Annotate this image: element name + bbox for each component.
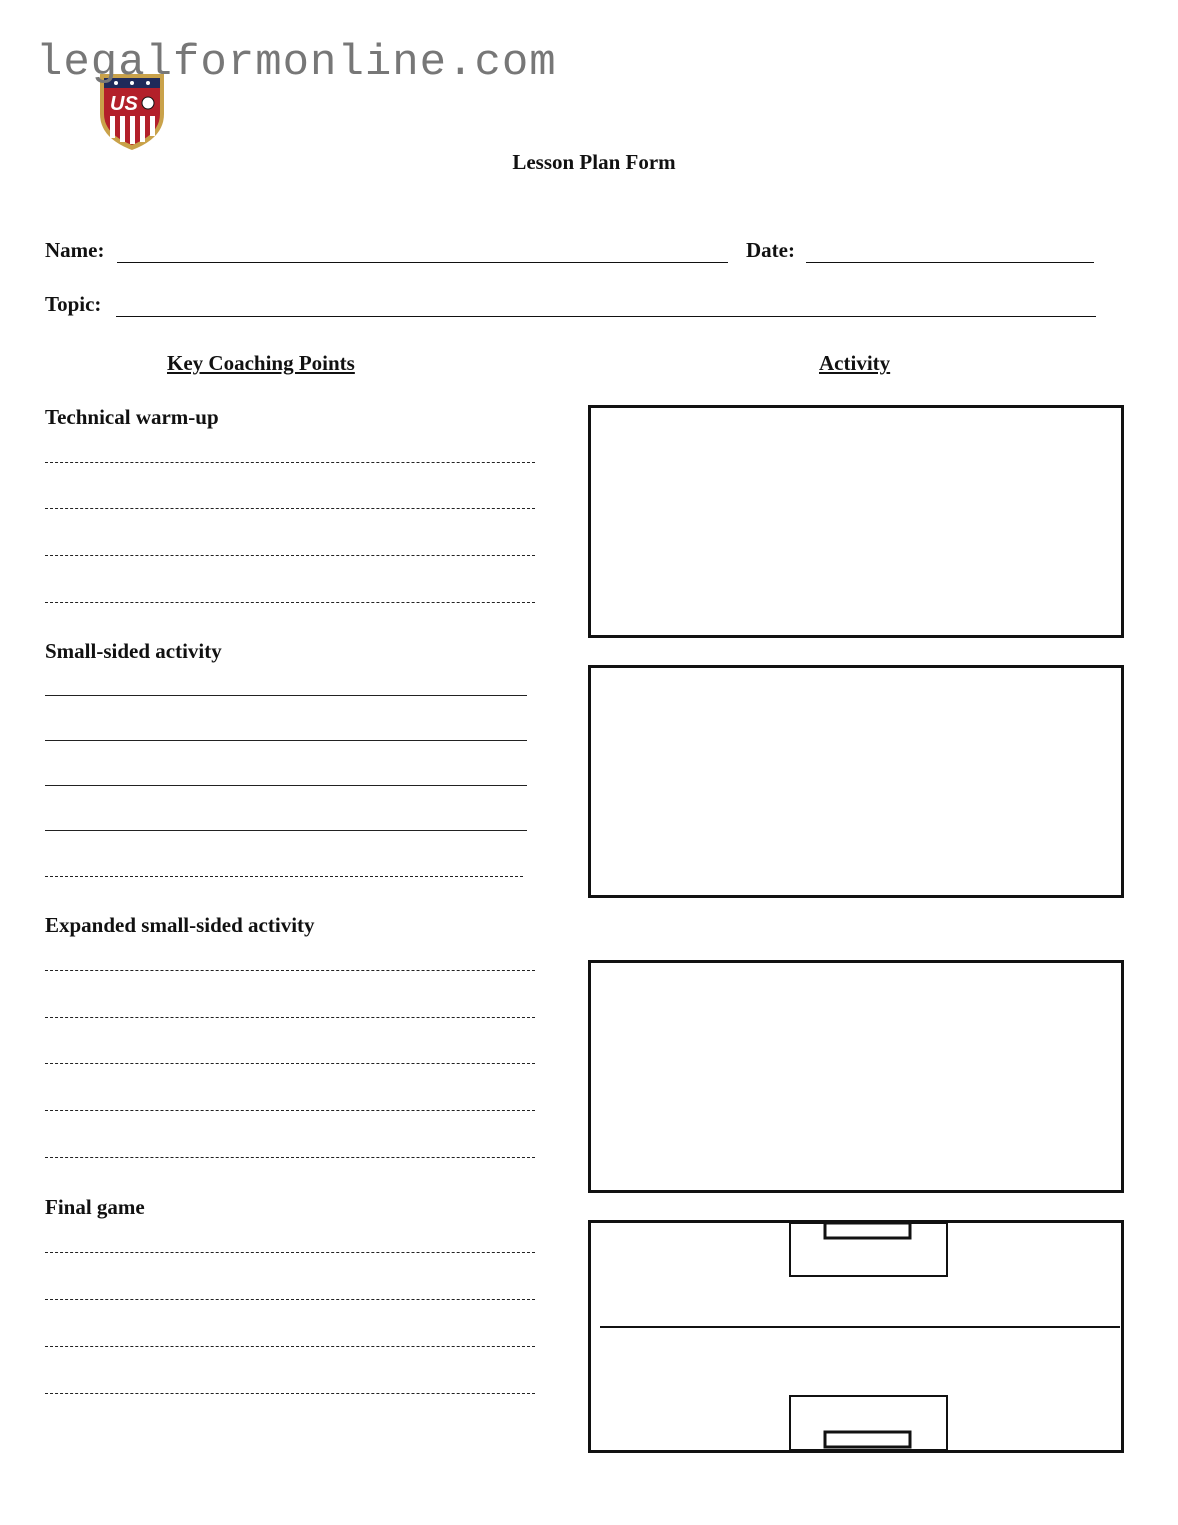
coaching-point-line[interactable]	[45, 695, 527, 696]
coaching-point-line[interactable]	[45, 555, 535, 556]
section-title-final-game: Final game	[45, 1195, 145, 1219]
coaching-point-line[interactable]	[45, 785, 527, 786]
coaching-point-line[interactable]	[45, 462, 535, 463]
coaching-point-line[interactable]	[45, 1017, 535, 1018]
watermark: legalformonline.com	[36, 38, 557, 88]
date-field[interactable]	[806, 262, 1094, 263]
key-coaching-points-heading: Key Coaching Points	[167, 351, 355, 375]
coaching-point-line[interactable]	[45, 876, 523, 877]
form-title: Lesson Plan Form	[512, 150, 676, 174]
coaching-point-line[interactable]	[45, 830, 527, 831]
section-title-expanded-small-sided-activity: Expanded small-sided activity	[45, 913, 315, 937]
name-field[interactable]	[117, 262, 728, 263]
activity-box-expanded-small-sided-activity[interactable]	[588, 960, 1124, 1193]
coaching-point-line[interactable]	[45, 1393, 535, 1394]
coaching-point-line[interactable]	[45, 1110, 535, 1111]
coaching-point-line[interactable]	[45, 1157, 535, 1158]
topic-field[interactable]	[116, 316, 1096, 317]
section-title-technical-warm-up: Technical warm-up	[45, 405, 219, 429]
coaching-point-line[interactable]	[45, 508, 535, 509]
activity-box-technical-warm-up[interactable]	[588, 405, 1124, 638]
topic-label: Topic:	[45, 292, 102, 316]
coaching-point-line[interactable]	[45, 1346, 535, 1347]
soccer-field-diagram	[591, 1223, 1121, 1450]
section-title-small-sided-activity: Small-sided activity	[45, 639, 222, 663]
coaching-point-line[interactable]	[45, 970, 535, 971]
coaching-point-line[interactable]	[45, 1252, 535, 1253]
date-label: Date:	[746, 238, 795, 262]
svg-text:US: US	[110, 93, 138, 115]
coaching-point-line[interactable]	[45, 1063, 535, 1064]
name-label: Name:	[45, 238, 105, 262]
activity-box-small-sided-activity[interactable]	[588, 665, 1124, 898]
activity-heading: Activity	[819, 351, 891, 375]
activity-box-final-game[interactable]	[588, 1220, 1124, 1453]
coaching-point-line[interactable]	[45, 1299, 535, 1300]
coaching-point-line[interactable]	[45, 740, 527, 741]
coaching-point-line[interactable]	[45, 602, 535, 603]
